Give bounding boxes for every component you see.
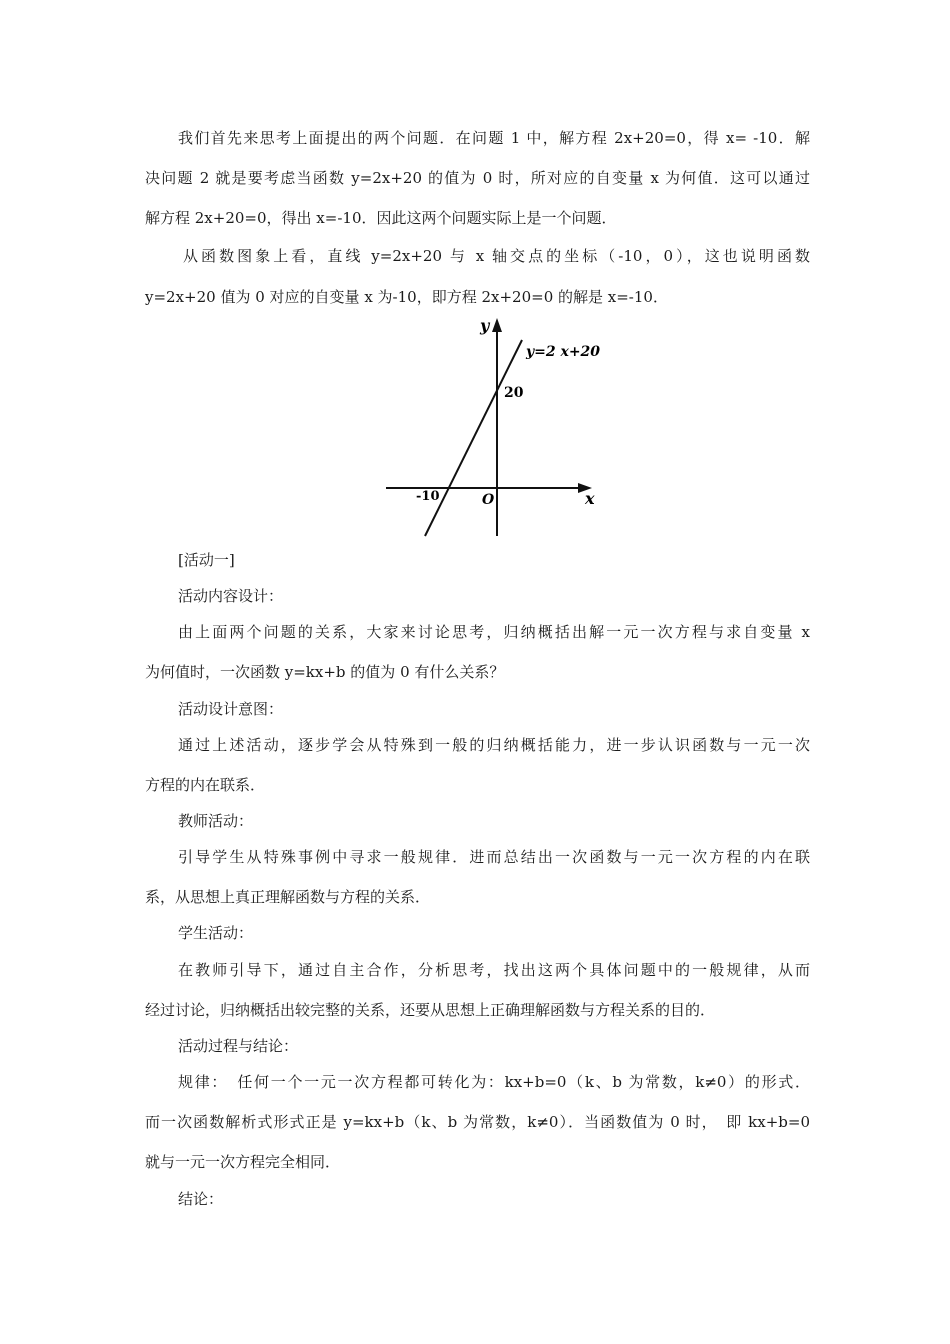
conclusion-heading: 结论： bbox=[178, 1190, 224, 1208]
activity-heading: [活动一] bbox=[178, 551, 235, 569]
function-graph bbox=[380, 310, 610, 542]
paragraph-2-line-2: y=2x+20 值为 0 对应的自变量 x 为-10，即方程 2x+20=0 的解是 x=-10． bbox=[145, 288, 668, 306]
paragraph-5-line-1: 引导学生从特殊事例中寻求一般规律．进而总结出一次函数与一元一次方程的内在联 bbox=[178, 848, 810, 866]
student-heading: 学生活动： bbox=[178, 924, 254, 942]
x-intercept-label: -10 bbox=[416, 489, 440, 504]
paragraph-1-line-2: 决问题 2 就是要考虑当函数 y=2x+20 的值为 0 时，所对应的自变量 x 为何值．这可以通过 bbox=[145, 169, 810, 187]
line-equation-label: y=2 x+20 bbox=[526, 344, 601, 360]
paragraph-2-line-1: 从函数图象上看，直线 y=2x+20 与 x 轴交点的坐标（-10，0），这也说明函数 bbox=[183, 247, 810, 265]
paragraph-3-line-1: 由上面两个问题的关系，大家来讨论思考，归纳概括出解一元一次方程与求自变量 x bbox=[178, 623, 810, 641]
paragraph-4-line-2: 方程的内在联系． bbox=[145, 776, 266, 794]
paragraph-7-line-1: 规律： 任何一个一元一次方程都可转化为：kx+b=0（k、b 为常数，k≠0）的形式． bbox=[178, 1073, 810, 1091]
x-axis-label: x bbox=[585, 489, 595, 508]
y-intercept-label: 20 bbox=[504, 385, 524, 401]
process-heading: 活动过程与结论： bbox=[178, 1037, 299, 1055]
intent-heading: 活动设计意图： bbox=[178, 700, 284, 718]
origin-label: O bbox=[482, 492, 495, 508]
paragraph-7-line-3: 就与一元一次方程完全相同． bbox=[145, 1153, 341, 1171]
paragraph-7-line-2: 而一次函数解析式形式正是 y=kx+b（k、b 为常数，k≠0）．当函数值为 0 时， 即 kx+b=0 bbox=[145, 1113, 810, 1131]
paragraph-5-line-2: 系，从思想上真正理解函数与方程的关系． bbox=[145, 888, 431, 906]
paragraph-6-line-2: 经过讨论，归纳概括出较完整的关系，还要从思想上正确理解函数与方程关系的目的． bbox=[145, 1001, 716, 1019]
paragraph-3-line-2: 为何值时，一次函数 y=kx+b 的值为 0 有什么关系？ bbox=[145, 663, 505, 681]
y-axis-label: y bbox=[480, 316, 490, 335]
y-axis-arrow bbox=[492, 318, 502, 332]
teacher-heading: 教师活动： bbox=[178, 812, 254, 830]
function-graph-figure bbox=[380, 310, 610, 542]
paragraph-1-line-3: 解方程 2x+20=0，得出 x=-10．因此这两个问题实际上是一个问题． bbox=[145, 209, 617, 227]
function-line bbox=[425, 340, 522, 536]
paragraph-4-line-1: 通过上述活动，逐步学会从特殊到一般的归纳概括能力，进一步认识函数与一元一次 bbox=[178, 736, 810, 754]
content-design-heading: 活动内容设计： bbox=[178, 587, 284, 605]
paragraph-6-line-1: 在教师引导下，通过自主合作，分析思考，找出这两个具体问题中的一般规律，从而 bbox=[178, 961, 810, 979]
paragraph-1-line-1: 我们首先来思考上面提出的两个问题．在问题 1 中，解方程 2x+20=0，得 x= -10．解 bbox=[178, 129, 810, 147]
